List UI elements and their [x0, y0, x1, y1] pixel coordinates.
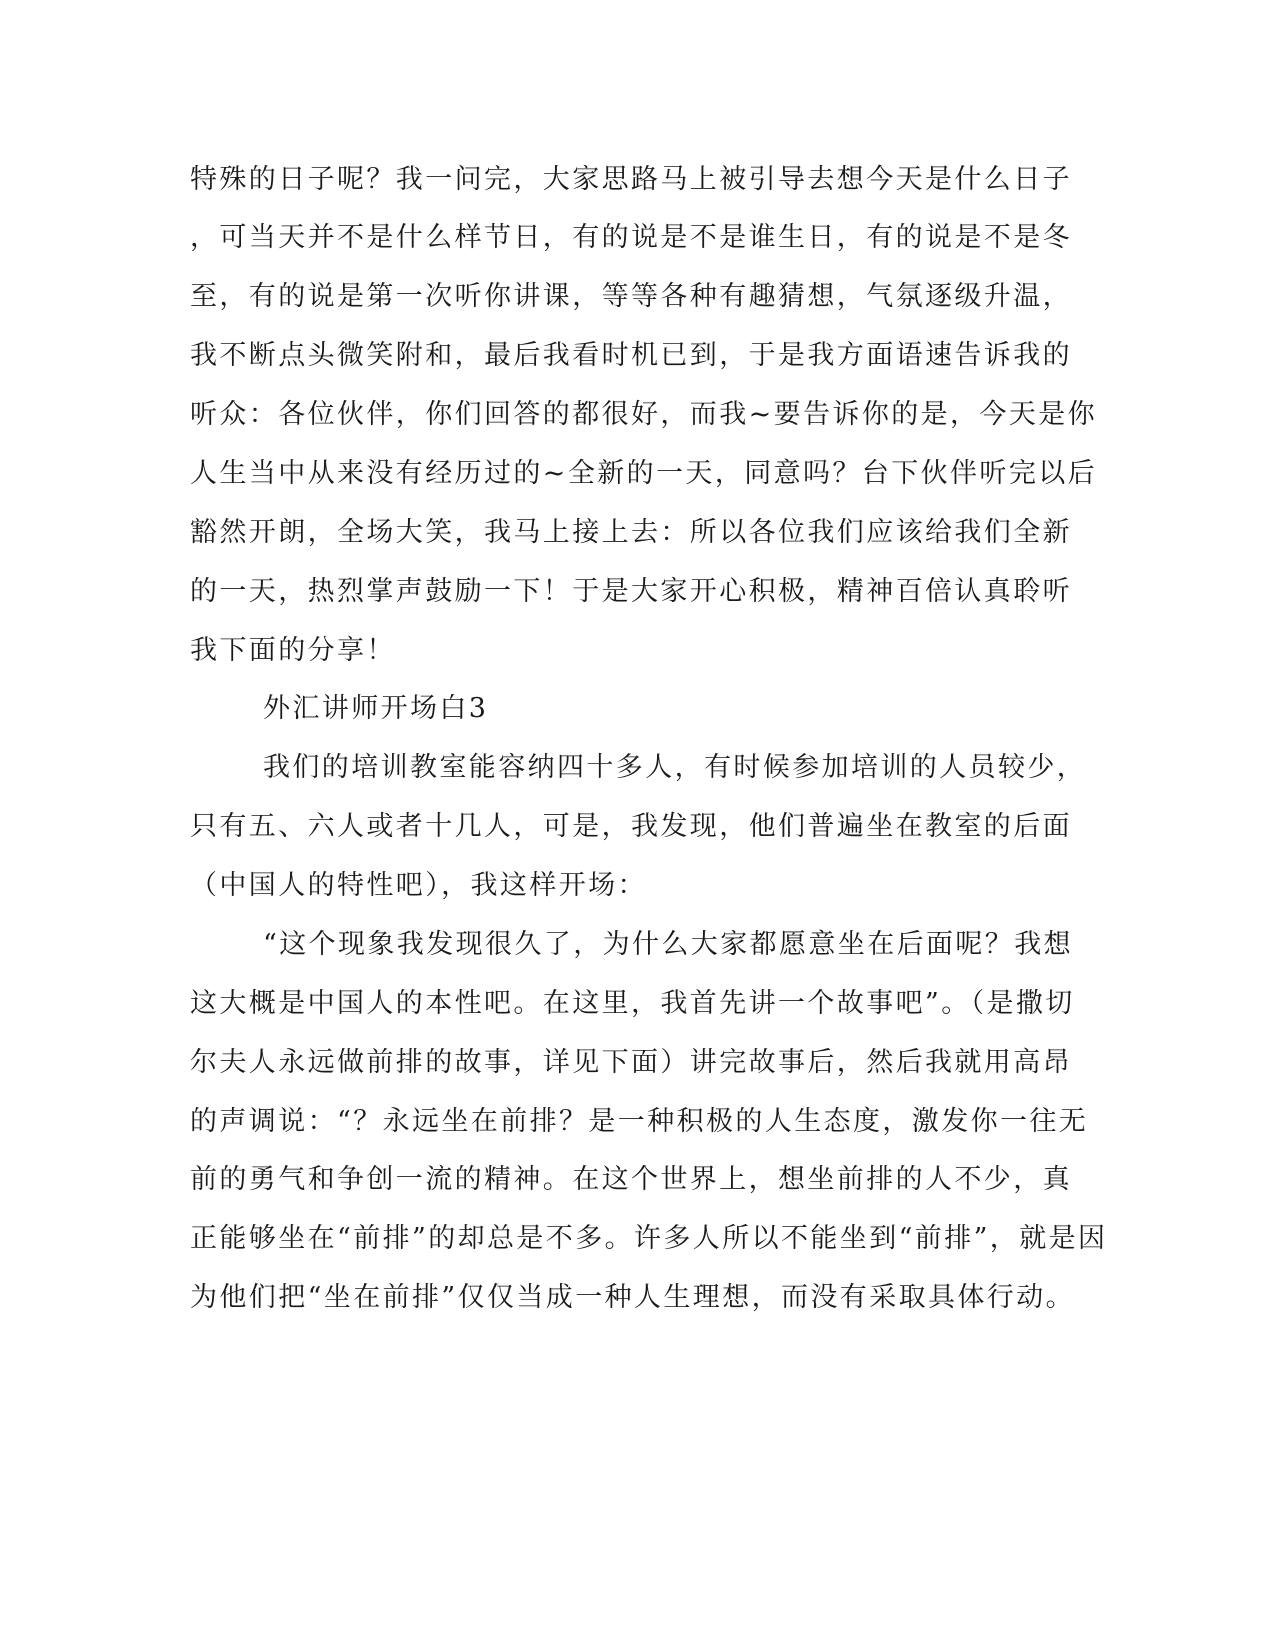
section-heading: 外汇讲师开场白3	[263, 693, 489, 724]
text-line: 我下面的分享！	[190, 635, 396, 666]
text-line: 的一天，热烈掌声鼓励一下！于是大家开心积极，精神百倍认真聆听	[190, 576, 1072, 607]
text-line: ，可当天并不是什么样节日，有的说是不是谁生日，有的说是不是冬	[190, 222, 1072, 253]
text-line: 为他们把“坐在前排”仅仅当成一种人生理想，而没有采取具体行动。	[190, 1282, 1076, 1313]
text-line: 只有五、六人或者十几人，可是，我发现，他们普遍坐在教室的后面	[190, 811, 1072, 842]
text-line: 特殊的日子呢？我一问完，大家思路马上被引导去想今天是什么日子	[190, 164, 1072, 195]
text-line: 听众：各位伙伴，你们回答的都很好，而我~要告诉你的是，今天是你	[190, 399, 1098, 430]
text-line: 豁然开朗，全场大笑，我马上接上去：所以各位我们应该给我们全新	[190, 517, 1072, 548]
text-line: “这个现象我发现很久了，为什么大家都愿意坐在后面呢？我想	[263, 929, 1074, 960]
text-line: 我们的培训教室能容纳四十多人，有时候参加培训的人员较少，	[263, 752, 1087, 783]
text-line: 正能够坐在“前排”的却总是不多。许多人所以不能坐到“前排”，就是因	[190, 1223, 1108, 1254]
text-line: （中国人的特性吧），我这样开场：	[190, 870, 647, 901]
text-line: 这大概是中国人的本性吧。在这里，我首先讲一个故事吧”。（是撒切	[190, 988, 1075, 1019]
text-line: 尔夫人永远做前排的故事，详见下面）讲完故事后，然后我就用高昂	[190, 1047, 1072, 1078]
text-line: 人生当中从来没有经历过的~全新的一天，同意吗？台下伙伴听完以后	[190, 458, 1098, 489]
text-line: 前的勇气和争创一流的精神。在这个世界上，想坐前排的人不少，真	[190, 1164, 1072, 1195]
text-line: 的声调说：“？永远坐在前排？是一种积极的人生态度，激发你一往无	[190, 1106, 1089, 1137]
text-line: 至，有的说是第一次听你讲课，等等各种有趣猜想，气氛逐级升温，	[190, 281, 1072, 312]
text-line: 我不断点头微笑附和，最后我看时机已到，于是我方面语速告诉我的	[190, 340, 1072, 371]
